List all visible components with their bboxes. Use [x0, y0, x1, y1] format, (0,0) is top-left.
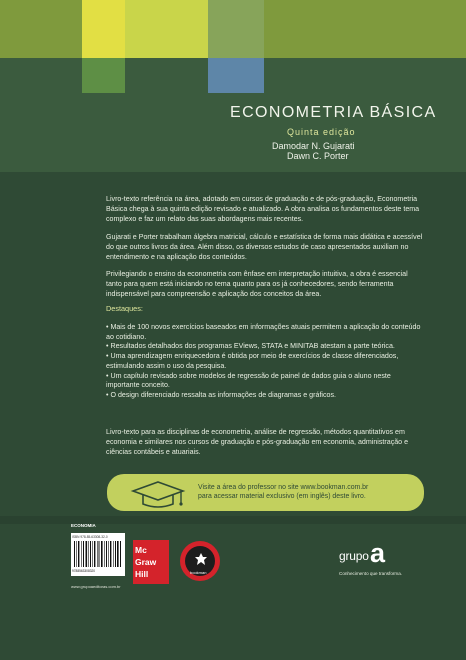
destaques-list — [106, 323, 424, 401]
list-item: • O design diferenciado ressalta as informações de diagramas e gráficos. — [106, 390, 336, 399]
barcode-number: 9788563308320 — [72, 569, 96, 573]
site-line-2: para acessar material exclusivo (em inglês) deste livro. — [198, 493, 366, 500]
description-paragraph-3: Privilegiando o ensino da econometria com ênfase em interpretação intuitiva, a obra é essencial tanto para quem está iniciando no tema quanto para os já conhecedores, sendo ferramenta indispensável para compreensão e aplicação dos conceitos da área. — [106, 270, 408, 298]
site-line-1[interactable]: Visite a área do professor no site www.bookman.com.br — [198, 484, 369, 491]
list-item: • Mais de 100 novos exercícios baseados em informações atuais permitem a aplicação do conteúdo ao cotidiano. — [106, 323, 421, 341]
mcgraw-hill-label: Mc Graw Hill — [135, 545, 157, 579]
grupo-a-tagline: Conhecimento que transforma. — [339, 571, 403, 576]
grupo-a-letter: a — [370, 538, 386, 568]
graduation-cap-icon — [129, 478, 187, 510]
list-item: • Um capítulo revisado sobre modelos de regressão de painel de dados guia o aluno neste importante conceito. — [106, 371, 391, 390]
edition-label: Quinta edição — [287, 127, 356, 137]
list-item: • Uma aprendizagem enriquecedora é obtida por meio de exercícios de classe diferenciados, estimulando assim o uso da pesquisa. — [106, 352, 399, 370]
list-item: • Resultados detalhados dos programas EViews, STATA e MINITAB atestam a parte teórica. — [106, 342, 395, 351]
yellow-block — [82, 0, 125, 58]
bookman-label: bookman — [190, 570, 207, 575]
bookman-emblem-icon — [194, 552, 208, 566]
bottom-divider — [0, 516, 466, 524]
description-paragraph-2: Gujarati e Porter trabalham álgebra matricial, cálculo e estatística de forma mais didática e acessível do que outros livros da área. Além disso, os diversos estudos de caso apresentados auxiliam no entendimento e na aplicação dos conteúdos. — [106, 233, 423, 261]
publisher-website[interactable]: www.grupoaeditoras.com.br — [71, 584, 121, 589]
lime-block — [125, 0, 208, 58]
book-title: ECONOMETRIA BÁSICA — [230, 104, 437, 121]
barcode-icon — [74, 541, 122, 567]
author-porter: Dawn C. Porter — [287, 151, 349, 161]
category-label: ECONOMIA — [71, 523, 96, 528]
blue-block — [208, 58, 264, 93]
closing-paragraph: Livro-texto para as disciplinas de econometria, análise de regressão, métodos quantitativos em economia e similares nos cursos de graduação e pós-graduação em economia, administração e ciências contábeis e atuariais. — [106, 428, 409, 456]
isbn-text: ISBN 978-85-63308-32-0 — [72, 535, 108, 539]
professor-site-text — [198, 483, 418, 501]
cover-color-band — [0, 0, 466, 172]
description-paragraph-1: Livro-texto referência na área, adotado em cursos de graduação e de pós-graduação, Econometria Básica chega à sua quinta edição revisado e atualizado. A obra analisa os fundamentos deste tema complexo e faz um relato das suas abordagens mais recentes. — [106, 195, 420, 223]
green-block — [82, 58, 125, 93]
destaques-heading: Destaques: — [106, 304, 143, 313]
olive-block — [208, 0, 264, 58]
author-gujarati: Damodar N. Gujarati — [272, 141, 355, 151]
grupo-a-word: grupo — [339, 549, 369, 563]
